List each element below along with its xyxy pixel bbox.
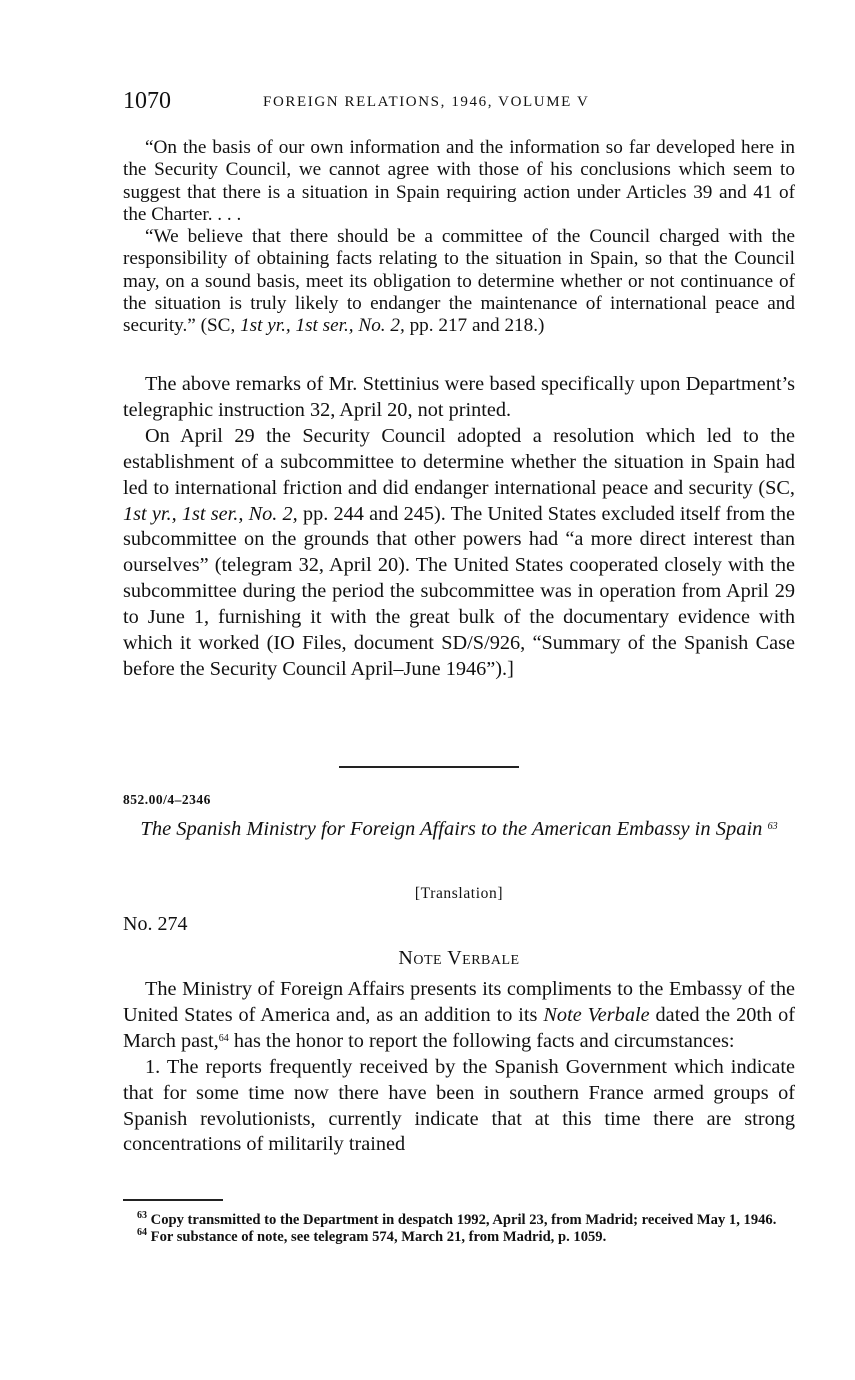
footnote (123, 1212, 795, 1229)
running-title: FOREIGN RELATIONS, 1946, VOLUME V (263, 94, 590, 110)
body-paragraph (123, 977, 795, 1055)
document-title (123, 817, 795, 842)
body-text: On April 29 the Security Council adopted a resolution which led to the establishment of a subcommittee to determine whether the situation in Spain had led to international friction and did endanger international peace and security (SC, (123, 424, 795, 499)
body-text: The Ministry of Foreign Affairs presents its compliments to the Embassy of the United States of America and, as an addition to its (123, 978, 795, 1026)
quote-paragraph: “On the basis of our own information and the information so far developed here in the Security Council, we cannot agree with those of his conclusions which seem to suggest that there is a situation in Spain requiring action under Articles 39 and 41 of the Charter. . . . (123, 137, 795, 225)
body-text: has the honor to report the following facts and circumstances: (228, 1029, 735, 1052)
body-text: pp. 244 and 245). The United States excluded itself from the subcommittee on the grounds that other powers had “a more direct interest than ourselves” (telegram 32, April 20). The United States cooperated closely with the subcommittee during the period the subcommittee was in operation from April 29 to June 1, furnishing it with the great bulk of the documentary evidence with which it worked (IO Files, document SD/S/926, “Summary of the Spanish Case before the Security Council April–June 1946”).] (123, 502, 795, 680)
quote-text: pp. 217 and 218.) (404, 315, 545, 337)
footnote-text: Copy transmitted to the Department in despatch 1992, April 23, from Madrid; received May 1, 1946. (147, 1212, 777, 1228)
note-heading: Note Verbale (398, 947, 520, 969)
body-paragraph: The above remarks of Mr. Stettinius were based specifically upon Department’s telegraphic instruction 32, April 20, not printed. (123, 373, 795, 421)
section-divider (339, 766, 519, 768)
page-header (123, 88, 795, 118)
italic-term: Note Verbale (543, 1003, 650, 1026)
footnote-divider (123, 1199, 223, 1201)
footnote-mark: 63 (137, 1210, 147, 1221)
editorial-note (123, 372, 795, 683)
footnote-ref: 63 (767, 821, 778, 832)
body-text: dated the 20th of March past, (123, 1003, 796, 1052)
footnote-text: For substance of note, see telegram 574, March 21, from Madrid, p. 1059. (147, 1229, 607, 1246)
footnote (123, 1229, 795, 1246)
body-paragraph: 1. The reports frequently received by the Spanish Government which indicate that for some time now there have been in southern France armed groups of Spanish revolutionists, currently indicate that at this time there are strong concentrations of militarily trained (123, 1055, 795, 1156)
footnote-ref: 64 (218, 1032, 229, 1044)
document-title-text: The Spanish Ministry for Foreign Affairs to the American Embassy in Spain (140, 818, 763, 840)
translation-label: [Translation] (414, 885, 504, 902)
quote-text: “We believe that there should be a committee of the Council charged with the responsibility of obtaining facts relating to the situation in Spain, so that the Council may, on a sound basis, meet its obligation to determine whether or not continuance of the situation is truly likely to endanger the maintenance of international peace and security.” (SC, (123, 226, 795, 337)
file-number: 852.00/4–2346 (123, 792, 211, 807)
citation: 1st yr., 1st ser., No. 2, (123, 502, 298, 525)
footnote-mark: 64 (137, 1227, 147, 1239)
body-paragraph (123, 424, 795, 683)
quote-paragraph (123, 226, 795, 337)
footnotes (123, 1212, 795, 1247)
citation: 1st yr., 1st ser., No. 2, (240, 315, 405, 337)
page-number: 1070 (123, 88, 171, 114)
quoted-statement (123, 137, 795, 338)
document-number: No. 274 (123, 913, 188, 935)
note-body (123, 977, 795, 1158)
